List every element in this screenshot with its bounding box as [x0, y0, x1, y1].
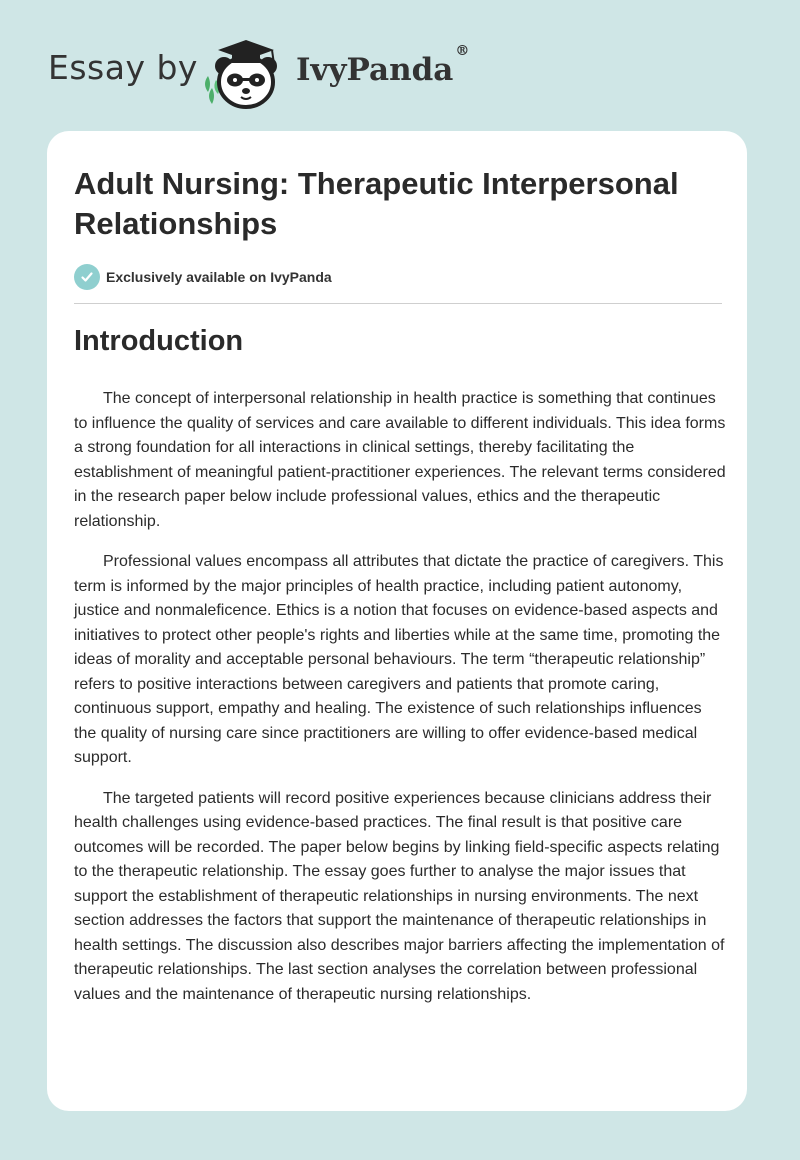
- article-body: [74, 387, 726, 1023]
- paragraph: The concept of interpersonal relationship in health practice is something that continues to influence the quality of services and care available to different individuals. This idea forms a strong foundation for all interactions in clinical settings, thereby facilitating the establishment of meaningful patient-practitioner experiences. The relevant terms considered in the research paper below include professional values, ethics and the therapeutic relationship.: [74, 390, 726, 530]
- exclusive-badge: [74, 264, 332, 290]
- registered-mark: ®: [455, 42, 470, 59]
- brand-prefix: Essay by: [48, 48, 198, 87]
- article-card: [47, 131, 747, 1111]
- paragraph: The targeted patients will record positive experiences because clinicians address their health challenges using evidence-based practices. The final result is that positive care outcomes will be recorded. The paper below begins by linking field-specific aspects relating to the therapeutic relationship. The essay goes further to analyse the major issues that support the establishment of therapeutic relationships in nursing environments. The next section addresses the factors that support the maintenance of therapeutic relationships in health settings. The discussion also describes major barriers affecting the implementation of therapeutic relationships. The last section analyses the correlation between professional values and the maintenance of therapeutic nursing relationships.: [74, 789, 725, 1003]
- brand-name-text: IvyPanda: [296, 52, 454, 88]
- paragraph: Professional values encompass all attributes that dictate the practice of caregivers. This term is informed by the major principles of health practice, including patient autonomy, justice and nonmaleficence. Ethics is a notion that focuses on evidence-based aspects and initiatives to protect other people's rights and liberties while at the same time, promoting the ideas of morality and acceptable personal behaviours. The term “therapeutic relationship” refers to positive interactions between caregivers and patients that promote caring, continuous support, empathy and healing. The existence of such relationships influences the quality of nursing care since practitioners are willing to offer evidence-based medical support.: [74, 553, 724, 766]
- panda-graduate-icon[interactable]: [198, 36, 294, 110]
- brand-name[interactable]: [296, 42, 470, 88]
- site-header: [0, 0, 800, 130]
- check-circle-icon: [74, 264, 100, 290]
- badge-text: Exclusively available on IvyPanda: [106, 269, 332, 285]
- article-title: Adult Nursing: Therapeutic Interpersonal Relationships: [74, 166, 679, 241]
- section-heading: Introduction: [74, 325, 244, 357]
- divider: [74, 303, 722, 304]
